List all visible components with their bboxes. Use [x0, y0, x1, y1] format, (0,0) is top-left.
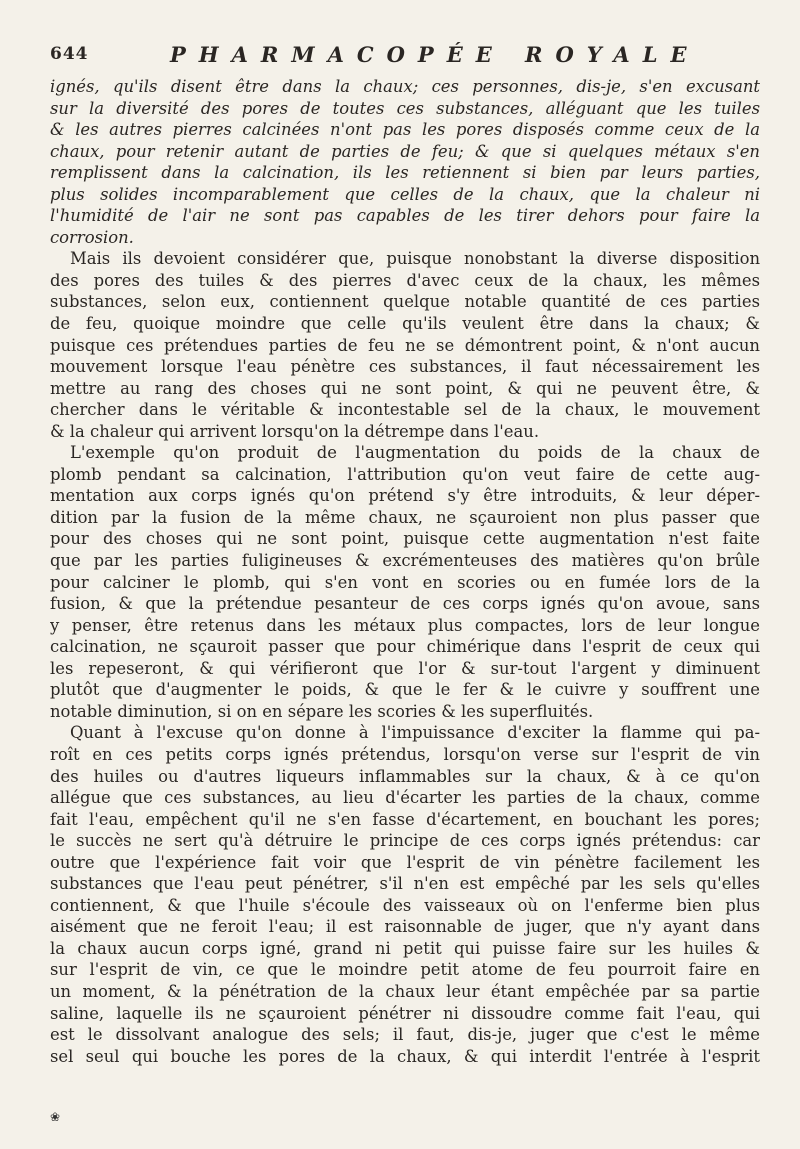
- page-header: [50, 42, 750, 70]
- text-line: le succès ne sert qu'à détruire le principe de ces corps ignés prétendus: car: [50, 831, 760, 851]
- body-text: [50, 76, 760, 1089]
- text-line: calcination, ne sçauroit passer que pour chimérique dans l'esprit de ceux qui: [50, 637, 760, 657]
- text-line: les repeseront, & qui vérifieront que l'or & sur-tout l'argent y diminuent: [50, 658, 760, 678]
- text-line: y penser, être retenus dans les métaux plus compactes, lors de leur longue: [50, 615, 760, 635]
- text-line: dition par la fusion de la même chaux, ne sçauroient non plus passer que: [50, 507, 760, 527]
- text-line: outre que l'expérience fait voir que l'esprit de vin pénètre facilement les: [50, 852, 760, 872]
- text-line: la chaux aucun corps igné, grand ni petit qui puisse faire sur les huiles &: [50, 938, 760, 958]
- text-line: contiennent, & que l'huile s'écoule des vaisseaux où on l'enferme bien plus: [50, 895, 760, 915]
- text-line: pour des choses qui ne sont point, puisque cette augmentation n'est faite: [50, 529, 760, 549]
- text-line: que par les parties fuligineuses & excrémenteuses des matières qu'on brûle: [50, 551, 760, 571]
- text-line: des huiles ou d'autres liqueurs inflammables sur la chaux, & à ce qu'on: [50, 766, 760, 786]
- running-title: PHARMACOPÉE ROYALE: [170, 42, 700, 67]
- text-line: roît en ces petits corps ignés prétendus, lorsqu'on verse sur l'esprit de vin: [50, 744, 760, 764]
- text-line: corrosion.: [50, 227, 134, 247]
- text-line: substances, selon eux, contiennent quelque notable quantité de ces parties: [50, 292, 760, 312]
- text-line: puisque ces prétendues parties de feu ne se démontrent point, & n'ont aucun: [50, 335, 760, 355]
- text-line: mettre au rang des choses qui ne sont point, & qui ne peuvent être, &: [50, 378, 760, 398]
- text-line: sel seul qui bouche les pores de la chaux, & qui interdit l'entrée à l'esprit: [50, 1046, 760, 1066]
- text-line: Quant à l'excuse qu'on donne à l'impuissance d'exciter la flamme qui pa-: [70, 723, 760, 743]
- text-line: saline, laquelle ils ne sçauroient pénétrer ni dissoudre comme fait l'eau, qui: [50, 1003, 760, 1023]
- text-line: allégue que ces substances, au lieu d'écarter les parties de la chaux, comme: [50, 788, 760, 808]
- text-line: sur la diversité des pores de toutes ces substances, alléguant que les tuiles: [50, 98, 760, 118]
- text-line: substances que l'eau peut pénétrer, s'il n'en est empêché par les sels qu'elles: [50, 874, 760, 894]
- text-line: chaux, pour retenir autant de parties de feu; & que si quelques métaux s'en: [50, 141, 760, 161]
- text-line: remplissent dans la calcination, ils les retiennent si bien par leurs parties,: [50, 163, 760, 183]
- text-line: plutôt que d'augmenter le poids, & que le fer & le cuivre y souffrent une: [50, 680, 760, 700]
- text-line: aisément que ne feroit l'eau; il est raisonnable de juger, que n'y ayant dans: [50, 917, 760, 937]
- text-line: est le dissolvant analogue des sels; il faut, dis-je, juger que c'est le même: [50, 1025, 760, 1045]
- text-line: fait l'eau, empêchent qu'il ne s'en fasse d'écartement, en bouchant les pores;: [50, 809, 760, 829]
- text-line: [50, 1067, 760, 1089]
- text-line: mouvement lorsque l'eau pénètre ces substances, il faut nécessairement les: [50, 357, 760, 377]
- text-line: ignés, qu'ils disent être dans la chaux; ces personnes, dis-je, s'en excusant: [50, 77, 760, 96]
- text-line: Mais ils devoient considérer que, puisque nonobstant la diverse disposition: [70, 249, 760, 269]
- text-line: & la chaleur qui arrivent lorsqu'on la détrempe dans l'eau.: [50, 421, 540, 441]
- text-line: & les autres pierres calcinées n'ont pas les pores disposés comme ceux de la: [50, 120, 760, 140]
- text-line: des pores des tuiles & des pierres d'avec ceux de la chaux, les mêmes: [50, 270, 760, 290]
- text-line: l'humidité de l'air ne sont pas capables de les tirer dehors pour faire la: [50, 206, 760, 226]
- text-line: de feu, quoique moindre que celle qu'ils veulent être dans la chaux; &: [50, 314, 760, 334]
- text-line: pour calciner le plomb, qui s'en vont en scories ou en fumée lors de la: [50, 572, 760, 592]
- text-line: plus solides incomparablement que celles de la chaux, que la chaleur ni: [50, 184, 760, 204]
- text-line: plomb pendant sa calcination, l'attribution qu'on veut faire de cette aug-: [50, 464, 760, 484]
- text-line: fusion, & que la prétendue pesanteur de ces corps ignés qu'on avoue, sans: [50, 594, 760, 614]
- text-line: chercher dans le véritable & incontestable sel de la chaux, le mouvement: [50, 400, 760, 420]
- page-number: 644: [50, 44, 89, 64]
- text-line: mentation aux corps ignés qu'on prétend s'y être introduits, & leur déper-: [50, 486, 760, 506]
- ornament-icon: ❀: [50, 1110, 61, 1124]
- text-line: L'exemple qu'on produit de l'augmentation du poids de la chaux de: [70, 443, 760, 463]
- text-line: sur l'esprit de vin, ce que le moindre petit atome de feu pourroit faire en: [50, 960, 760, 980]
- text-line: un moment, & la pénétration de la chaux leur étant empêchée par sa partie: [50, 981, 760, 1001]
- text-line: notable diminution, si on en sépare les scories & les superfluités.: [50, 701, 594, 721]
